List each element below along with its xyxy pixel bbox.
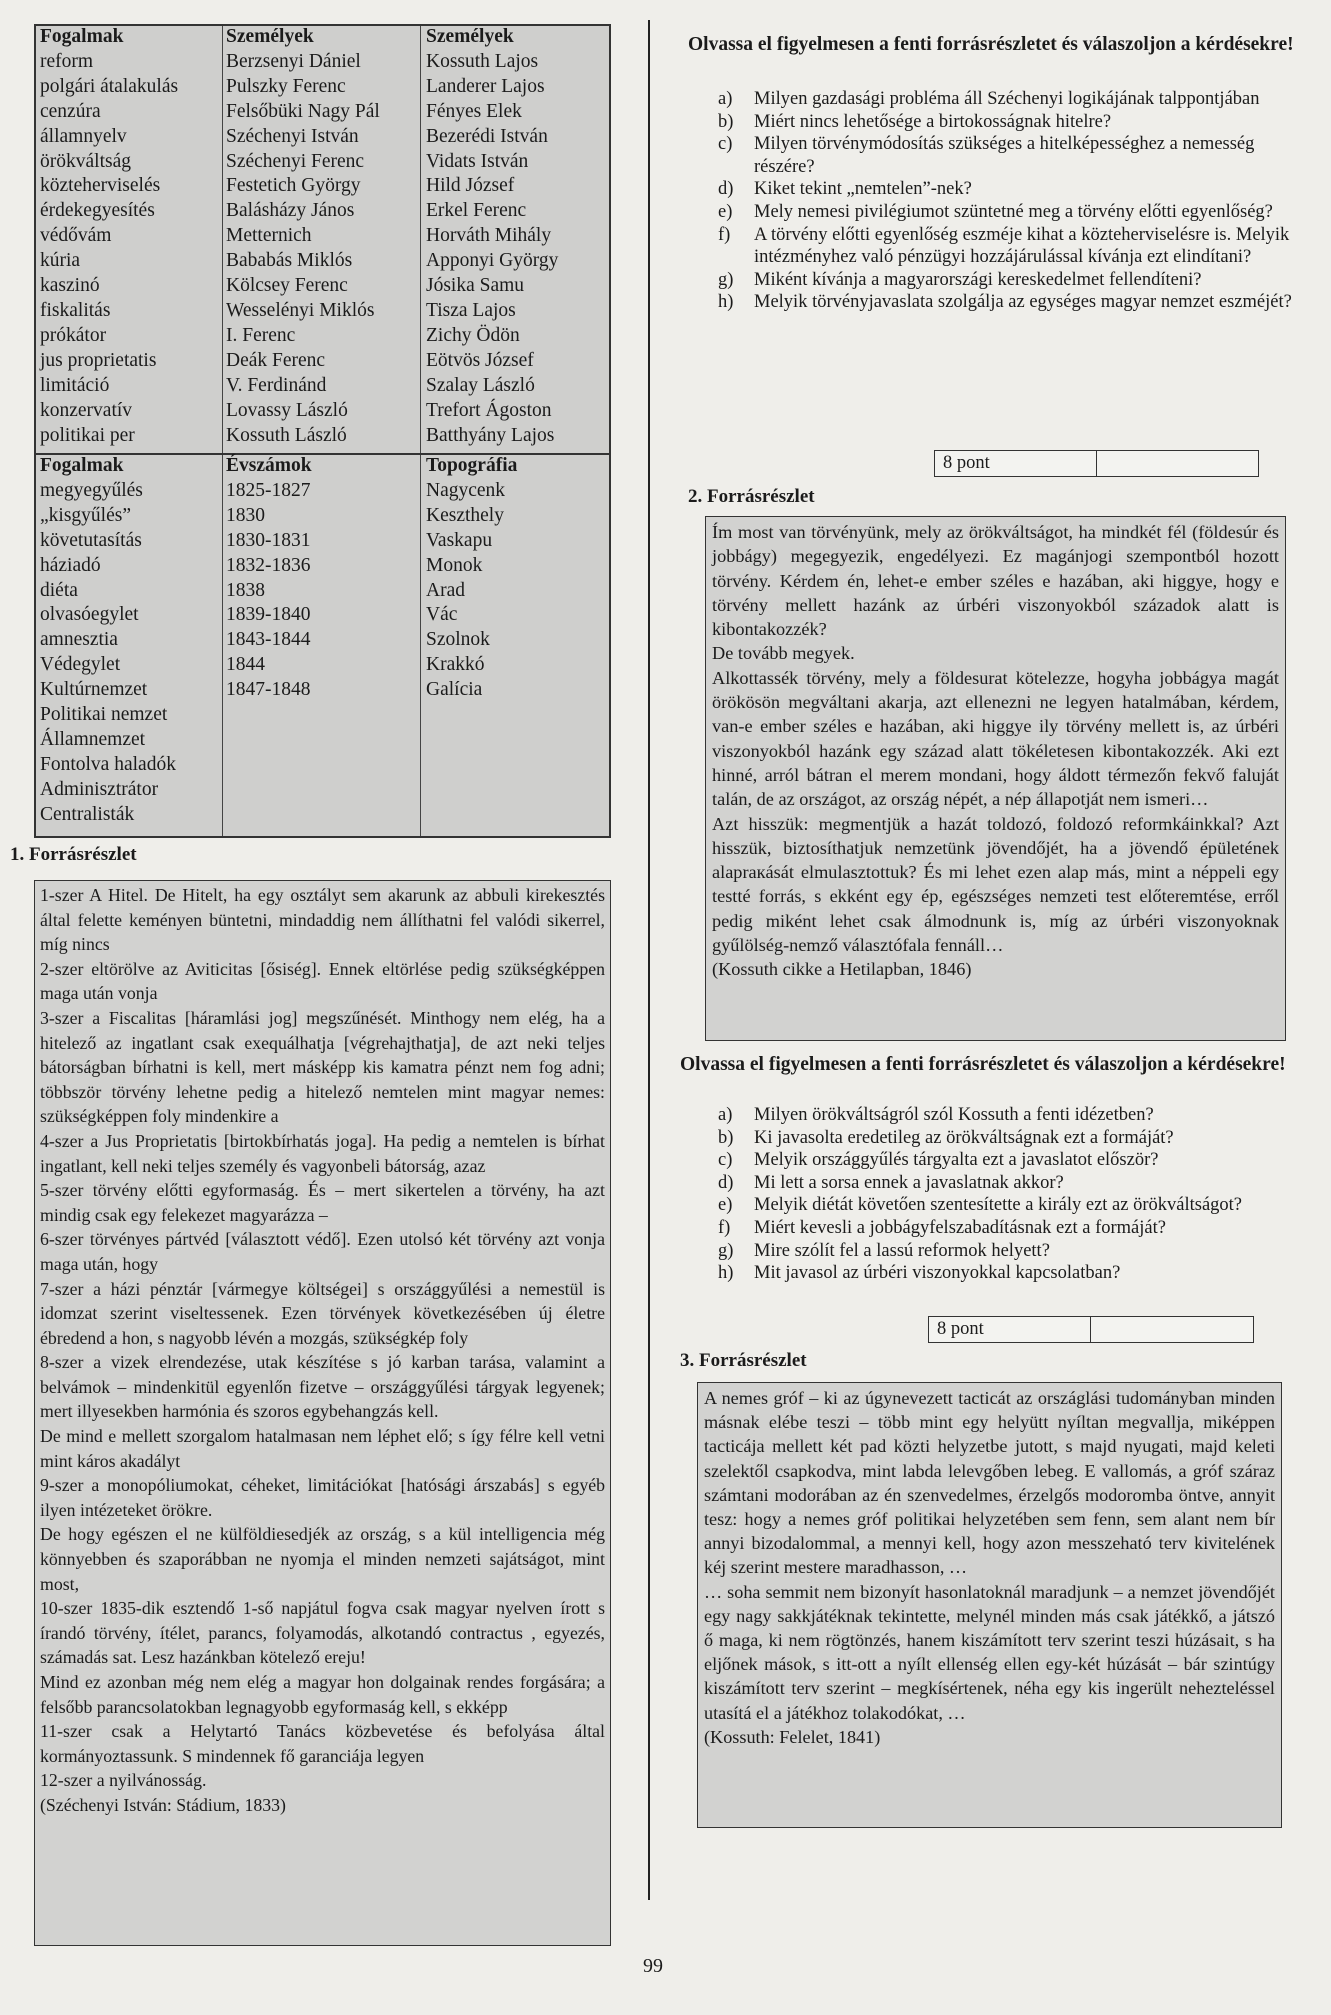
question-text: Mely nemesi pivilégiumot szüntetné meg a törvény előtti egyenlőség? (754, 201, 1273, 222)
question-key: g) (718, 269, 734, 290)
list-item: védővám (40, 225, 112, 247)
list-item: Metternich (226, 225, 312, 247)
list-item: Bezerédi István (426, 125, 548, 147)
source1-line: De hogy egészen el ne külföldiesedjék az ország, s a kül intelligencia még könnyebben és szaporábban ne nyomja el minden nemzeti sajátságot, mint most, (40, 1524, 605, 1594)
source3-citation: (Kossuth: Felelet, 1841) (704, 1726, 881, 1747)
points-box (928, 1316, 1254, 1343)
list-item: 1832-1836 (226, 554, 311, 576)
question-item (718, 1262, 1318, 1285)
question-item (718, 1217, 1318, 1240)
question-item (718, 111, 1318, 134)
list-item: kaszinó (40, 275, 100, 297)
vocabulary-table (34, 24, 611, 838)
question-text: Milyen örökváltságról szól Kossuth a fenti idézetben? (754, 1105, 1154, 1125)
list-item: Szalay László (426, 374, 535, 396)
question-text: Mire szólít fel a lassú reformok helyett? (754, 1240, 1050, 1261)
list-item: V. Ferdinánd (226, 374, 327, 396)
persons-column-top-2 (426, 25, 558, 448)
question-key: a) (718, 1105, 733, 1125)
table-divider (222, 26, 223, 836)
question-text: Miért kevesli a jobbágyfelszabadításnak ezt a formáját? (754, 1217, 1166, 1238)
question-item (718, 88, 1318, 111)
questions2-list (718, 1104, 1318, 1285)
list-item: Adminisztrátor (40, 778, 159, 800)
list-item: Bababás Miklós (226, 250, 353, 272)
list-item: Trefort Ágoston (426, 399, 552, 421)
question-key: e) (718, 1195, 733, 1216)
question-item (718, 133, 1318, 178)
list-item: kúria (40, 250, 81, 272)
question-key: e) (718, 201, 733, 222)
list-item: Szolnok (426, 629, 490, 651)
source1-line: Mind ez azonban még nem elég a magyar hon dolgainak rendes forgására; a felsőbb parancsolatokban legnagyobb egyformaság kell, s ekképp (40, 1672, 605, 1717)
question-item (718, 1149, 1318, 1172)
list-item: Kossuth Lajos (426, 50, 539, 72)
list-item: Monok (426, 554, 483, 576)
list-item: Arad (426, 579, 465, 601)
list-item: Tisza Lajos (426, 299, 516, 321)
list-item: követutasítás (40, 529, 142, 551)
question-item (718, 1127, 1318, 1150)
source1-line: De mind e mellett szorgalom hatalmasan nem léphet elő; s így félre kell vetni mint káros akadályt (40, 1426, 605, 1471)
source1-line: 1-szer A Hitel. De Hitelt, ha egy osztályt sem akarunk az abbuli kirekesztés által felette keményen büntetni, mindaddig nem állíthatni fel valódi sikerrel, míg nincs (40, 885, 605, 955)
question-text: Melyik diétát követően szentesítette a király ezt az örökváltságot? (754, 1195, 1243, 1216)
question-text: Melyik törvényjavaslata szolgálja az egységes magyar nemzet eszméjét? (754, 292, 1292, 313)
source3-box (697, 1382, 1282, 1828)
list-item: konzervatív (40, 399, 133, 421)
source3-paragraph: A nemes gróf – ki az úgynevezett tacticát az országlási tudományban minden másnak elébe teszi – több mint egy helyütt nyíltan megvallja, miképpen tacticája mellett két pad közti helyzetbe jutott, s majd nyugati, majd keleti szelektől csapkodva, mint labda lelevgőben lebeg. E vallomás, a gróf száraz számtani modorában az én szenvedelmes, érzelgős modoromba öntve, annyit tesz: hogy a nemes gróf politikai helyzetében sem fenn, sem alant nem bír annyi bizodalommal, a mennyi kell, hogy azon messzeható terv kivitelének kéj szerint mestere maradhasson, … (704, 1388, 1275, 1578)
question-text: Melyik országgyűlés tárgyalta ezt a javaslatot először? (754, 1150, 1159, 1171)
points-answer-field[interactable] (1091, 1317, 1253, 1342)
question-item (718, 291, 1318, 314)
page-number: 99 (643, 1955, 663, 1977)
column-header: Személyek (226, 26, 314, 47)
question-item (718, 1172, 1318, 1195)
question-key: b) (718, 1127, 734, 1148)
source1-line: 9-szer a monopóliumokat, céheket, limitációkat [hatósági árszabás] s egyéb ilyen intézeteket örökre. (40, 1475, 605, 1520)
list-item: Jósika Samu (426, 275, 525, 297)
concepts-column-top (40, 25, 178, 448)
list-item: Keszthely (426, 504, 504, 526)
list-item: Krakkó (426, 654, 485, 676)
list-item: „kisgyűlés” (40, 504, 131, 526)
question-item (718, 269, 1318, 292)
list-item: Vidats István (426, 150, 529, 172)
list-item: Széchenyi Ferenc (226, 150, 365, 172)
points-box (934, 450, 1259, 477)
list-item: politikai per (40, 424, 135, 446)
list-item: cenzúra (40, 100, 101, 122)
list-item: Wesselényi Miklós (226, 299, 375, 321)
list-item: Balásházy János (226, 200, 355, 222)
list-item: Apponyi György (426, 250, 559, 272)
question-key: b) (718, 111, 734, 132)
persons-column-top-1 (226, 25, 380, 448)
list-item: Lovassy László (226, 399, 348, 421)
source1-title: 1. Forrásrészlet (10, 844, 137, 865)
source2-paragraph: De tovább megyek. (712, 643, 855, 664)
list-item: Kultúrnemzet (40, 679, 148, 701)
question-text: Milyen gazdasági probléma áll Széchenyi logikájának talppontjában (754, 89, 1260, 109)
question-text: Mi lett a sorsa ennek a javaslatnak akkor? (754, 1172, 1064, 1193)
list-item: 1830 (226, 504, 265, 526)
list-item: Pulszky Ferenc (226, 75, 346, 97)
question-text: Milyen törvénymódosítás szükséges a hitelképességhez a nemesség részére? (754, 134, 1255, 177)
list-item: fiskalitás (40, 299, 111, 321)
source2-paragraph: Azt hisszük: megmentjük a hazát toldozó, foldozó reformkáinkkal? Azt hisszük, biztosíthatjuk nemzetünk jövendőjét, ha a jövendő épületének alapraкását elmulasztottuk? És mi lehet ezen alap más, mint a néppeli egy testté forrás, s ekként egy ép, egészséges nemzeti test előteremtése, erről pedig miként lehet csak álmodnunk is, míg az úrbéri viszonyoknak gyűlölség-nemző választófala fennáll… (712, 813, 1279, 956)
source1-line: 12-szer a nyilvánosság. (40, 1770, 207, 1791)
list-item: háziadó (40, 554, 101, 576)
list-item: reform (40, 50, 94, 72)
points-label: 8 pont (929, 1317, 1091, 1342)
points-answer-field[interactable] (1097, 451, 1258, 476)
source2-title: 2. Forrásrészlet (688, 486, 815, 507)
column-header: Topográfia (426, 455, 518, 476)
question-key: h) (718, 1263, 734, 1284)
list-item: megyegyűlés (40, 479, 143, 501)
list-item: Kossuth László (226, 424, 347, 446)
list-item: 1830-1831 (226, 529, 311, 551)
source1-line: 3-szer a Fiscalitas [háramlási jog] megszűnését. Minthogy nem elég, ha a hitelező az ingatlant csak exequálhatja [végrehajthatja], de azt neki teljes bátorságban bírhatni is kell, mert másképp kis kamatra pénzt nem fog adni; többször törvény lehetne pedig a hitelező nemtelen mint magyar nemes: szükségképpen foly mindenkire a (40, 1007, 605, 1127)
question-key: h) (718, 292, 734, 313)
question-key: f) (718, 1217, 731, 1238)
source3-title: 3. Forrásrészlet (680, 1350, 807, 1371)
list-item: Államnemzet (40, 728, 146, 750)
list-item: Széchenyi István (226, 125, 359, 147)
source2-paragraph: Alkottassék törvény, mely a földesurat kötelezze, hogyha jobbágya magát örökösön megváltani akarja, azt ellenezni ne legyen hatalmában, kérdem, van-e ember széles e hazában, aki higgye ily törvény mellett is, az úrbéri viszonyokból hazánk egy század alatt tökéletesen kibontakozzék. Aki ezt hinné, arról bátran el merem mondani, hogy áldott térmezőn fekvő faluját talán, de az országot, az ország népét, a nép állapotját nem ismeri… (712, 667, 1279, 810)
list-item: amnesztia (40, 629, 118, 651)
source1-line: 11-szer csak a Helytartó Tanács közbevetése és befolyása által kormányoztassunk. S mindennek fő garanciája legyen (40, 1721, 605, 1766)
table-divider (420, 26, 421, 836)
column-header: Fogalmak (40, 26, 124, 47)
question-item (718, 1104, 1318, 1127)
question-key: c) (718, 134, 733, 155)
question-text: Miért nincs lehetősége a birtokosságnak hitelre? (754, 111, 1112, 132)
list-item: Festetich György (226, 175, 361, 197)
list-item: közteherviselés (40, 175, 161, 197)
source2-box (705, 516, 1286, 1041)
list-item: Deák Ferenc (226, 349, 326, 371)
list-item: Kölcsey Ferenc (226, 275, 348, 297)
source1-citation: (Széchenyi István: Stádium, 1833) (40, 1794, 286, 1815)
list-item: Galícia (426, 679, 483, 701)
list-item: Horváth Mihály (426, 225, 552, 247)
question-key: g) (718, 1240, 734, 1261)
column-divider (648, 20, 650, 1900)
list-item: polgári átalakulás (40, 75, 179, 97)
list-item: Fontolva haladók (40, 753, 176, 775)
source1-line: 7-szer a házi pénztár [vármegye költségei] s országgyűlési a nemestül is idomzat szerint viseltessenek. Ezen törvények következésében új életre ébredend a hon, s nagyobb lévén a mozgás, szükségkép foly (40, 1278, 605, 1348)
topography-column (426, 454, 517, 703)
source1-line: 8-szer a vizek elrendezése, utak készítése s jó karban tarása, valamint a belvámok – mindenkitül egyenlőn fizetve – országgyűlési tárgyak legyenek; mert illyesekben harmónia és szoros egybehangzás kell. (40, 1352, 605, 1422)
concepts-column-bottom (40, 454, 176, 828)
question-key: d) (718, 179, 734, 200)
questions2-title: Olvassa el figyelmesen a fenti forrásrészletet és válaszoljon a kérdésekre! (680, 1054, 1286, 1075)
list-item: Felsőbüki Nagy Pál (226, 100, 380, 122)
list-item: örökváltság (40, 150, 131, 172)
source1-line: 6-szer törvényes pártvéd [választott védő]. Ezen utolsó két törvény azt vonja maga után, hogy (40, 1229, 605, 1274)
list-item: prókátor (40, 324, 107, 346)
list-item: Eötvös József (426, 349, 534, 371)
list-item: Hild József (426, 175, 515, 197)
question-item (718, 1194, 1318, 1217)
list-item: 1825-1827 (226, 479, 311, 501)
question-text: Miként kívánja a magyarországi kereskedelmet fellendíteni? (754, 269, 1202, 290)
list-item: olvasóegylet (40, 604, 139, 626)
question-key: a) (718, 89, 733, 109)
list-item: Zichy Ödön (426, 324, 520, 346)
list-item: 1839-1840 (226, 604, 311, 626)
questions1-list (718, 88, 1318, 314)
list-item: I. Ferenc (226, 324, 296, 346)
list-item: Politikai nemzet (40, 704, 168, 726)
question-item (718, 201, 1318, 224)
list-item: limitáció (40, 374, 110, 396)
list-item: diéta (40, 579, 78, 601)
source1-box (34, 880, 611, 1946)
list-item: Erkel Ferenc (426, 200, 527, 222)
years-column (226, 454, 312, 703)
column-header: Fogalmak (40, 455, 124, 476)
list-item: Centralisták (40, 803, 135, 825)
question-key: c) (718, 1150, 733, 1171)
question-text: Ki javasolta eredetileg az örökváltságnak ezt a formáját? (754, 1127, 1174, 1148)
source1-line: 10-szer 1835-dik esztendő 1-ső napjátul fogva csak magyar nyelven írott s írandó törvény, ítélet, parancs, folyamodás, alkotandó contractus , egyezés, számadás sat. Lesz hazánkban kötelező ereju! (40, 1598, 605, 1668)
source2-paragraph: Ím most van törvényünk, mely az örökváltságot, ha mindkét fél (földesúr és jobbágy) megegyezik, engedélyezi. Ez magánjogi szempontból hozott törvény. Kérdem én, lehet-e ember széles e hazában, aki higgye, hogy e törvény mellett hazánk az úrbéri viszonyokból századok alatt is kibontakozzék? (712, 522, 1279, 640)
question-text: Kiket tekint „nemtelen”-nek? (754, 179, 972, 200)
list-item: Batthyány Lajos (426, 424, 555, 446)
list-item: Vaskapu (426, 529, 493, 551)
source3-paragraph: … soha semmit nem bizonyít hasonlatoknál maradjunk – a nemzet jövendőjét egy nagy sakkjátéknak tekintette, melynél minden más csak játékkő, a játszó ő maga, ki nem rögtönzés, hanem kiszámított terv szerint teszi húzásait, s ha eljőnek mások, s itt-ott a nyílt ellenség ellen egy-két húzását – bár szintúgy kiszámított terv szerint – megkísértenek, néha egy kis ingerült nehezteléssel utasítá el a játékhoz tolakodókat, … (704, 1581, 1275, 1723)
question-item (718, 224, 1318, 269)
column-header: Évszámok (226, 455, 312, 476)
list-item: 1847-1848 (226, 679, 311, 701)
list-item: Fényes Elek (426, 100, 522, 122)
source2-citation: (Kossuth cikke a Hetilapban, 1846) (712, 959, 972, 980)
points-label: 8 pont (935, 451, 1097, 476)
question-text: Mit javasol az úrbéri viszonyokkal kapcsolatban? (754, 1263, 1121, 1284)
list-item: jus proprietatis (40, 349, 157, 371)
list-item: Landerer Lajos (426, 75, 545, 97)
list-item: 1844 (226, 654, 265, 676)
question-key: d) (718, 1172, 734, 1193)
list-item: államnyelv (40, 125, 127, 147)
question-item (718, 178, 1318, 201)
source1-line: 5-szer törvény előtti egyformaság. És – mert sikertelen a törvény, ha azt mindig csak egy felekezet magyarázza – (40, 1180, 605, 1225)
question-text: A törvény előtti egyenlőség eszméje kihat a közteherviselésre is. Melyik intézményhez való pénzügyi hozzájárulással kívánja ezt elindítani? (754, 224, 1290, 268)
list-item: érdekegyesítés (40, 200, 155, 222)
question-key: f) (718, 224, 731, 245)
questions1-title: Olvassa el figyelmesen a fenti forrásrészletet és válaszoljon a kérdésekre! (688, 34, 1294, 55)
list-item: Vác (426, 604, 458, 626)
list-item: Nagycenk (426, 479, 506, 501)
question-item (718, 1240, 1318, 1263)
list-item: 1838 (226, 579, 265, 601)
list-item: Védegylet (40, 654, 121, 676)
column-header: Személyek (426, 26, 514, 47)
source1-line: 4-szer a Jus Proprietatis [birtokbírhatás joga]. Ha pedig a nemtelen is bírhat ingatlant, kell neki teljes személy és vagyonbeli bátorság, azaz (40, 1130, 605, 1176)
list-item: 1843-1844 (226, 629, 311, 651)
list-item: Berzsenyi Dániel (226, 50, 361, 72)
source1-line: 2-szer eltörölve az Aviticitas [ősiség]. Ennek eltörlése pedig szükségképpen maga után vonja (40, 958, 605, 1004)
